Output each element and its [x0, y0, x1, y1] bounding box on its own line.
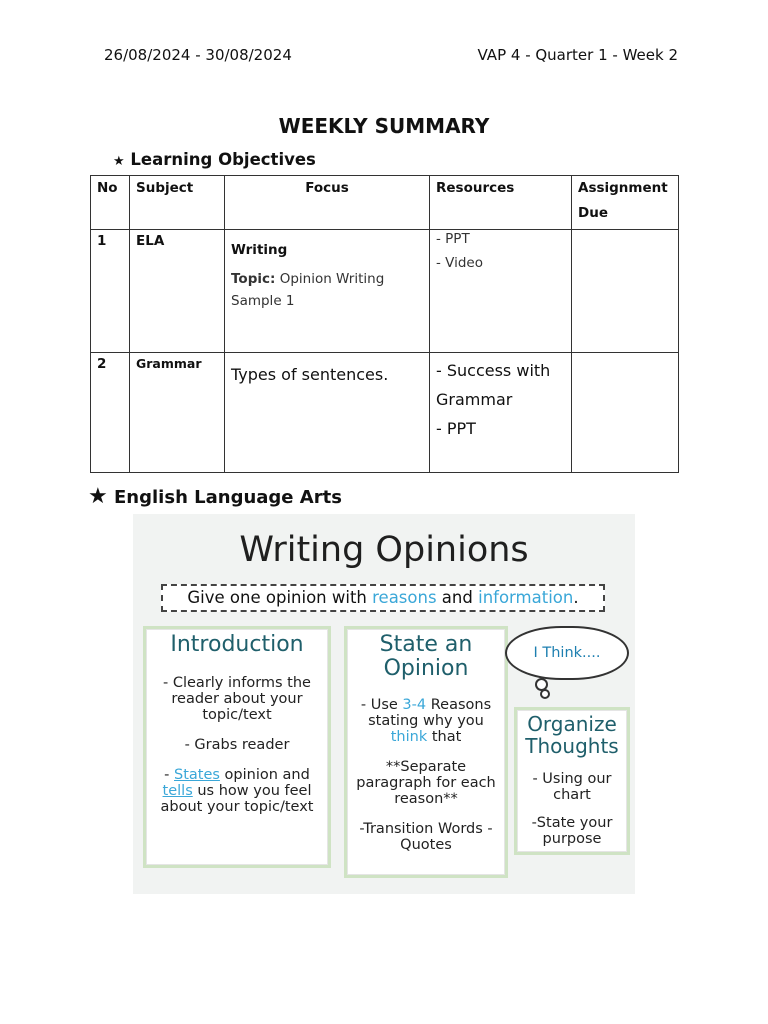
organize-title: Organize Thoughts: [525, 712, 619, 758]
poster-banner: Give one opinion with reasons and information.: [161, 584, 605, 612]
row-subject: Grammar: [130, 353, 225, 473]
ela-heading: ★ English Language Arts: [88, 484, 342, 509]
topic-text: Opinion Writing Sample 1: [231, 271, 385, 309]
cloud-puff: [540, 689, 550, 699]
topic-label: Topic:: [231, 271, 276, 287]
organize-point: - Using our chart: [532, 771, 612, 803]
star-icon: ★: [88, 484, 108, 509]
writing-opinions-poster: [133, 514, 635, 894]
row-focus: Types of sentences.: [225, 353, 430, 473]
row-resources: [430, 230, 572, 353]
date-range: 26/08/2024 - 30/08/2024: [104, 46, 292, 64]
resource-item: - PPT: [436, 419, 476, 438]
col-subject: Subject: [130, 176, 225, 230]
row-due: [572, 230, 679, 353]
learning-objectives-heading: ★ Learning Objectives: [113, 150, 316, 169]
page-title: WEEKLY SUMMARY: [278, 114, 490, 138]
state-point: -Transition Words -Quotes: [359, 821, 493, 853]
intro-point: - Clearly informs the reader about your topic/text: [163, 675, 311, 723]
row-subject: ELA: [130, 230, 225, 353]
resource-item: - Success with Grammar: [436, 361, 551, 409]
row-focus: [225, 230, 430, 353]
table-row: [91, 353, 679, 473]
state-opinion-card: [344, 626, 508, 878]
organize-thoughts-card: [514, 707, 630, 855]
row-no: 1: [91, 230, 130, 353]
organize-point: -State your purpose: [531, 815, 613, 847]
state-opinion-title: State an Opinion: [379, 632, 473, 681]
intro-point: - States opinion and tells us how you feel about your topic/text: [160, 767, 314, 815]
poster-title: Writing Opinions: [239, 530, 529, 570]
col-assignment-due: Assignment Due: [572, 176, 679, 230]
intro-point: - Grabs reader: [184, 737, 290, 753]
table-row: [91, 230, 679, 353]
table-header-row: [91, 176, 679, 230]
col-no: No: [91, 176, 130, 230]
introduction-title: Introduction: [170, 632, 304, 657]
state-point: **Separate paragraph for each reason**: [356, 759, 496, 807]
row-due: [572, 353, 679, 473]
row-no: 2: [91, 353, 130, 473]
objectives-table: [90, 175, 679, 473]
star-icon: ★: [113, 154, 125, 169]
state-point: - Use 3-4 Reasons stating why you think that: [360, 697, 492, 745]
resource-item: - Video: [436, 255, 483, 271]
resource-item: - PPT: [436, 231, 470, 247]
introduction-card: [143, 626, 331, 868]
focus-title: Writing: [231, 242, 288, 258]
course-week: VAP 4 - Quarter 1 - Week 2: [477, 46, 678, 64]
col-focus: Focus: [225, 176, 430, 230]
thought-cloud: I Think....: [505, 626, 629, 680]
row-resources: [430, 353, 572, 473]
col-resources: Resources: [430, 176, 572, 230]
